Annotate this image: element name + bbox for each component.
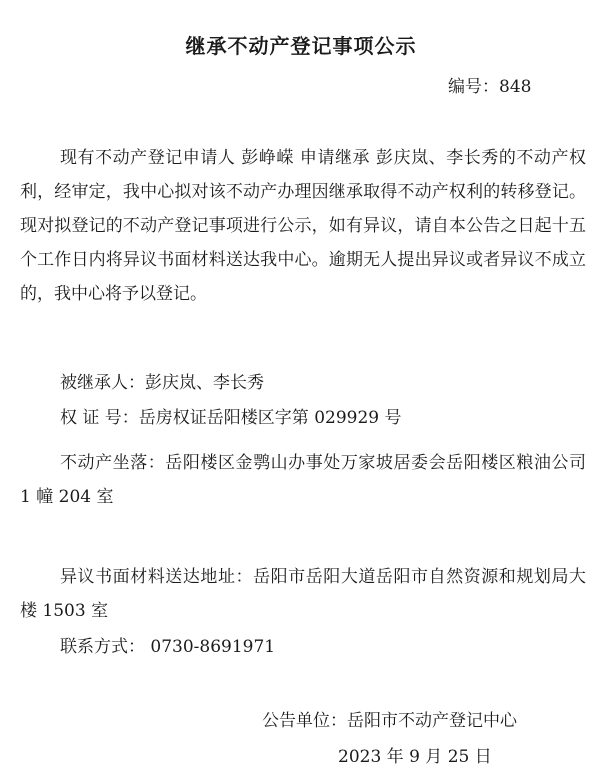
objection-address: 异议书面材料送达地址：岳阳市岳阳大道岳阳市自然资源和规划局大楼 1503 室 bbox=[20, 567, 586, 621]
announcing-unit: 公告单位：岳阳市不动产登记中心 bbox=[262, 711, 517, 731]
document-number: 编号：848 bbox=[448, 77, 532, 97]
notice-paragraph: 现有不动产登记申请人 彭峥嵘 申请继承 彭庆岚、李长秀的不动产权利，经审定，我中心拟对该不动产办理因继承取得不动产权利的转移登记。现对拟登记的不动产登记事项进行公示，如有异议，请自本公告之日起十五个工作日内将异议书面材料送达我中心。逾期无人提出异议或者异议不成立的，我中心将予以登记。 bbox=[20, 148, 586, 304]
property-location: 不动产坐落：岳阳楼区金鹗山办事处万家坡居委会岳阳楼区粮油公司 1 幢 204 室 bbox=[20, 453, 586, 507]
contact-line: 联系方式： 0730-8691971 bbox=[60, 637, 276, 657]
document-title: 继承不动产登记事项公示 bbox=[185, 34, 417, 58]
announcement-date: 2023 年 9 月 25 日 bbox=[338, 747, 492, 767]
heir-line: 被继承人：彭庆岚、李长秀 bbox=[60, 373, 264, 393]
certificate-number-line: 权 证 号：岳房权证岳阳楼区字第 029929 号 bbox=[60, 408, 402, 428]
